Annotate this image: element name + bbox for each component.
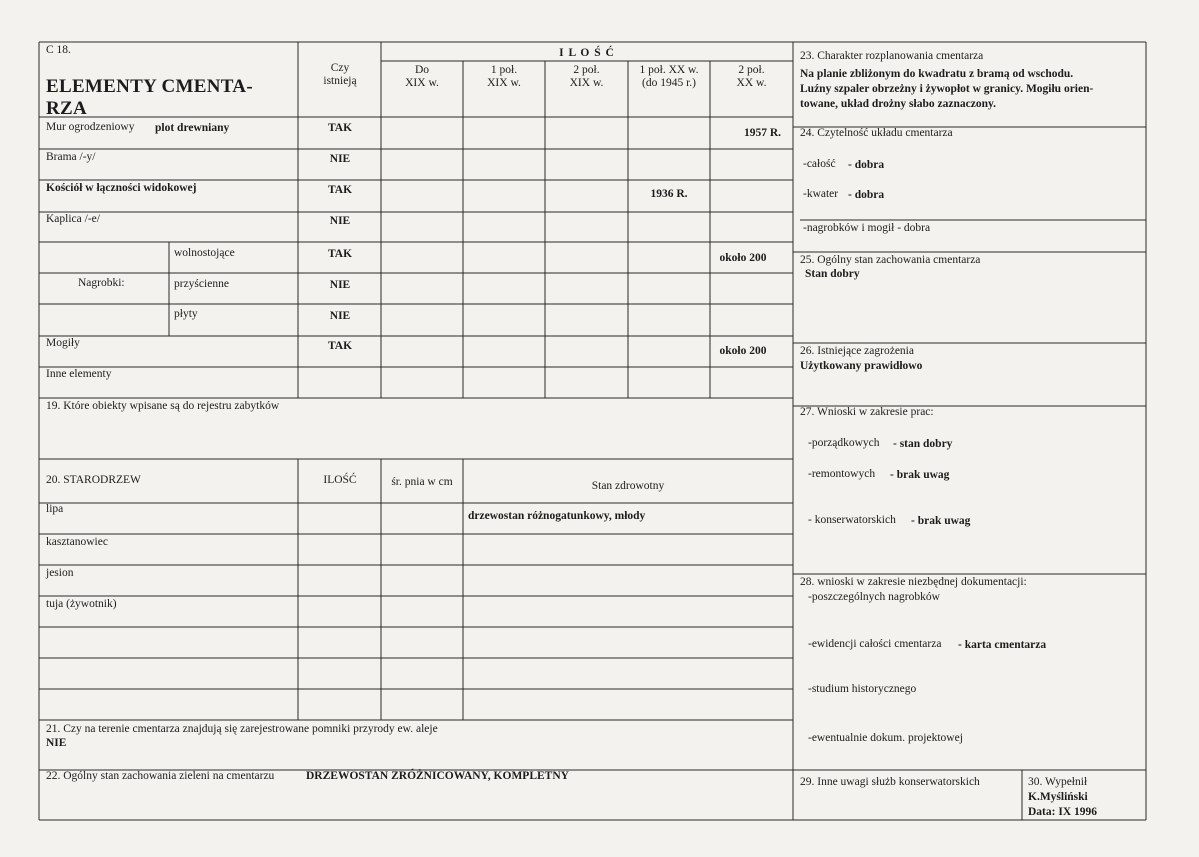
tree-species: tuja (żywotnik) [46, 598, 117, 610]
trees-health-note: drzewostan różnogatunkowy, młody [468, 510, 646, 522]
q24-item-value: - dobra [848, 189, 885, 201]
form-title-line2: RZA [46, 98, 88, 119]
row-label: Brama /-y/ [46, 151, 96, 163]
trees-health-header: Stan zdrowotny [591, 480, 665, 492]
q22-label: 22. Ogólny stan zachowania zieleni na cmentarzu [46, 770, 275, 782]
q29-label: 29. Inne uwagi służb konserwatorskich [800, 776, 980, 788]
graves-label: Nagrobki: [78, 277, 125, 289]
row-label: Mur ogrodzeniowy [46, 121, 135, 133]
tree-species: jesion [46, 567, 74, 579]
row-label: Mogiły [46, 337, 80, 349]
q24-item-label: -kwater [803, 188, 839, 200]
period-value: 1957 R. [743, 127, 781, 139]
period-value: 1936 R. [650, 188, 688, 200]
period-header: 2 poł. XX w. [736, 64, 767, 90]
q28-label: 28. wnioski w zakresie niezbędnej dokumentacji: [800, 576, 1027, 588]
q24-item-label: -całość [803, 158, 836, 170]
form-code: C 18. [46, 44, 71, 56]
q25-answer: Stan dobry [805, 268, 860, 280]
row-label: przyścienne [174, 278, 229, 290]
q28-item-value: - karta cmentarza [958, 639, 1047, 651]
row-label: wolnostojące [174, 247, 235, 259]
q30-name: K.Myśliński [1028, 791, 1088, 803]
exists-value: NIE [329, 153, 351, 165]
q30-date: Data: IX 1996 [1028, 806, 1097, 818]
trees-diameter-header: śr. pnia w cm [391, 476, 453, 488]
q27-item-label: - konserwatorskich [808, 514, 896, 526]
row-label: Kaplica /-e/ [46, 213, 100, 225]
q28-item-label: -poszczególnych nagrobków [808, 591, 940, 603]
q21-answer: NIE [46, 737, 67, 749]
period-header: 1 poł. XX w. (do 1945 r.) [639, 64, 699, 90]
q21-label: 21. Czy na terenie cmentarza znajdują się zarejestrowane pomniki przyrody ew. aleje [46, 723, 438, 735]
q28-item-label: -ewidencji całości cmentarza [808, 638, 942, 650]
q28-item-label: -ewentualnie dokum. projektowej [808, 732, 963, 744]
period-header: 1 poł. XIX w. [487, 64, 521, 90]
tree-species: kasztanowiec [46, 536, 108, 548]
quantity-header: I L O Ś Ć [559, 47, 615, 59]
q26-answer: Użytkowany prawidłowo [800, 360, 923, 372]
tree-species: lipa [46, 503, 64, 515]
form-title-line1: ELEMENTY CMENTA- [46, 76, 253, 97]
exists-value: TAK [327, 122, 353, 134]
q19-label: 19. Które obiekty wpisane są do rejestru zabytków [46, 400, 280, 412]
q24-label: 24. Czytelność układu cmentarza [800, 127, 953, 139]
q23-line: Luźny szpaler obrzeżny i żywopłot w granicy. Mogiłu orien- [800, 83, 1094, 95]
row-label: Kościół w łączności widokowej [46, 182, 197, 194]
q22-answer: DRZEWOSTAN ZRÓŻNICOWANY, KOMPLETNY [306, 770, 569, 782]
period-header: Do XIX w. [405, 64, 439, 90]
period-value: około 200 [719, 252, 767, 264]
q27-item-label: -porządkowych [808, 437, 880, 449]
q25-label: 25. Ogólny stan zachowania cmentarza [800, 254, 981, 266]
q23-label: 23. Charakter rozplanowania cmentarza [800, 50, 984, 62]
q27-item-value: - brak uwag [890, 469, 950, 481]
exists-value: TAK [327, 184, 353, 196]
exists-header: Czy istnieją [323, 62, 357, 88]
q27-label: 27. Wnioski w zakresie prac: [800, 406, 934, 418]
q27-item-value: - brak uwag [911, 515, 971, 527]
exists-value: NIE [329, 310, 351, 322]
q24-item-label: -nagrobków i mogił - dobra [803, 222, 931, 234]
trees-label: 20. STARODRZEW [46, 474, 141, 486]
q23-line: Na planie zbliżonym do kwadratu z bramą od wschodu. [800, 68, 1074, 80]
exists-value: TAK [327, 340, 353, 352]
q23-line: towane, układ drożny słabo zaznaczony. [800, 98, 996, 110]
q26-label: 26. Istniejące zagrożenia [800, 345, 914, 357]
exists-value: NIE [329, 215, 351, 227]
row-note: plot drewniany [155, 122, 230, 134]
trees-count-header: ILOŚĆ [323, 474, 357, 486]
q30-label: 30. Wypełnił [1028, 776, 1088, 788]
period-header: 2 poł. XIX w. [569, 64, 604, 90]
q27-item-value: - stan dobry [893, 438, 953, 450]
exists-value: NIE [329, 279, 351, 291]
period-value: około 200 [719, 345, 767, 357]
row-label: Inne elementy [46, 368, 112, 380]
row-label: płyty [174, 308, 198, 320]
q28-item-label: -studium historycznego [808, 683, 917, 695]
exists-value: TAK [327, 248, 353, 260]
q27-item-label: -remontowych [808, 468, 876, 480]
q24-item-value: - dobra [848, 159, 885, 171]
